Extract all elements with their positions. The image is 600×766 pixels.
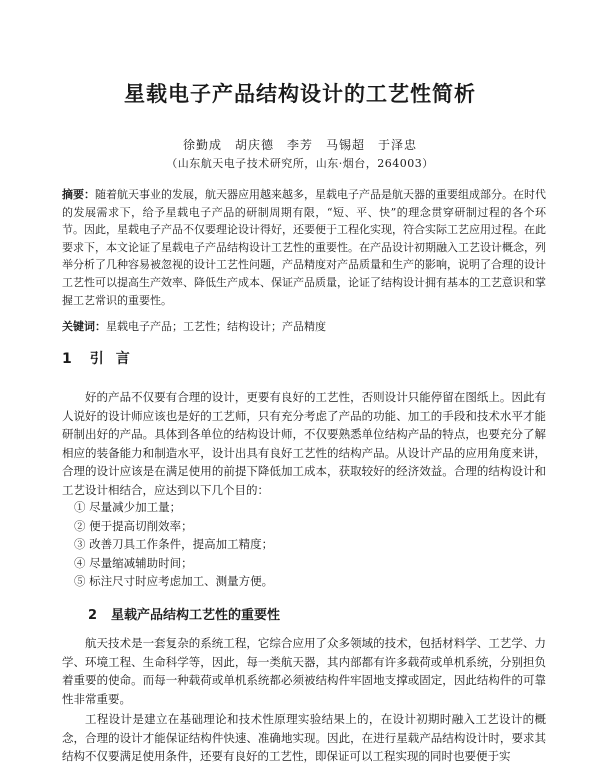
keywords-label: 关键词：	[62, 320, 106, 333]
affiliation: （山东航天电子技术研究所，山东·烟台，264003）	[166, 157, 434, 170]
page-title: 星载电子产品结构设计的工艺性简析	[124, 82, 476, 106]
abstract-label: 摘要：	[62, 188, 95, 201]
goal-list	[74, 498, 273, 591]
abstract	[62, 186, 546, 309]
list-item: ① 尽量减少加工量；	[74, 500, 182, 514]
section-2-paragraph-2: 工程设计是建立在基础理论和技术性原理实验结果上的，在设计初期时融入工艺设计的概念，合理的设计才能保证结构件快速、准确地实现。因此，在进行星载产品结构设计时，要求其结构不仅要满足使用条件，还要有良好的工艺性，即保证可以工程实现的同时也要便于实	[62, 712, 546, 764]
section-1-number: 1	[62, 351, 74, 367]
abstract-text: 随着航天事业的发展，航天器应用越来越多，星载电子产品是航天器的重要组成部分。在时代的发展需求下，给予星载电子产品的研制周期有限，“短、平、快”的理念贯穿研制过程的各个环节。因此，星载电子产品不仅要理论设计得好，还要便于工程化实现，符合实际工艺应用过程。在此要求下，本文论证了星载电子产品结构设计工艺性的重要性。在产品设计初期融入工艺设计概念，列举分析了几种容易被忽视的设计工艺性问题，产品精度对产品质量和生产的影响，说明了合理的设计工艺性可以提高生产效率、降低生产成本、保证产品质量，论证了结构设计拥有基本的工艺意识和掌握工艺常识的重要性。	[62, 188, 546, 307]
section-2-heading	[88, 604, 280, 623]
list-item: ③ 改善刀具工作条件，提高加工精度；	[74, 537, 274, 552]
list-item: ⑤ 标注尺寸时应考虑加工、测量方便。	[74, 574, 274, 589]
list-item: ② 便于提高切削效率；	[74, 518, 193, 533]
keywords	[62, 318, 546, 336]
section-2-number: 2	[88, 608, 98, 623]
section-1-paragraph: 好的产品不仅要有合理的设计，更要有良好的工艺性，否则设计只能停留在图纸上。因此有人说好的设计师应该也是好的工艺师，只有充分考虑了产品的功能、加工的手段和技术水平才能研制出好的产品。具体到各单位的结构设计师，不仅要熟悉单位结构产品的特点，也要充分了解相应的装备能力和制造水平，设计出具有良好工艺性的结构产品。从设计产品的应用角度来讲，合理的设计应该是在满足使用的前提下降低加工成本，获取较好的经济效益。合理的结构设计和工艺设计相结合，应达到以下几个目的：	[62, 390, 546, 497]
section-1-heading	[62, 348, 142, 368]
section-1-title: 引言	[89, 351, 142, 367]
author-list: 徐勤成 胡庆德 李芳 马锡超 于泽忠	[182, 138, 417, 152]
list-item: ④ 尽量缩减辅助时间；	[74, 555, 193, 570]
keywords-text: 星载电子产品；工艺性；结构设计；产品精度	[106, 320, 326, 333]
section-2-paragraph-1: 航天技术是一套复杂的系统工程，它综合应用了众多领域的技术，包括材料学、工艺学、力学、环境工程、生命科学等，因此，每一类航天器，其内部都有许多载荷或单机系统，分别担负着重要的使命。而每一种载荷或单机系统都必须被结构件牢固地支撑或固定，因此结构件的可靠性非常重要。	[62, 636, 546, 706]
section-2-title: 星载产品结构工艺性的重要性	[111, 608, 281, 623]
